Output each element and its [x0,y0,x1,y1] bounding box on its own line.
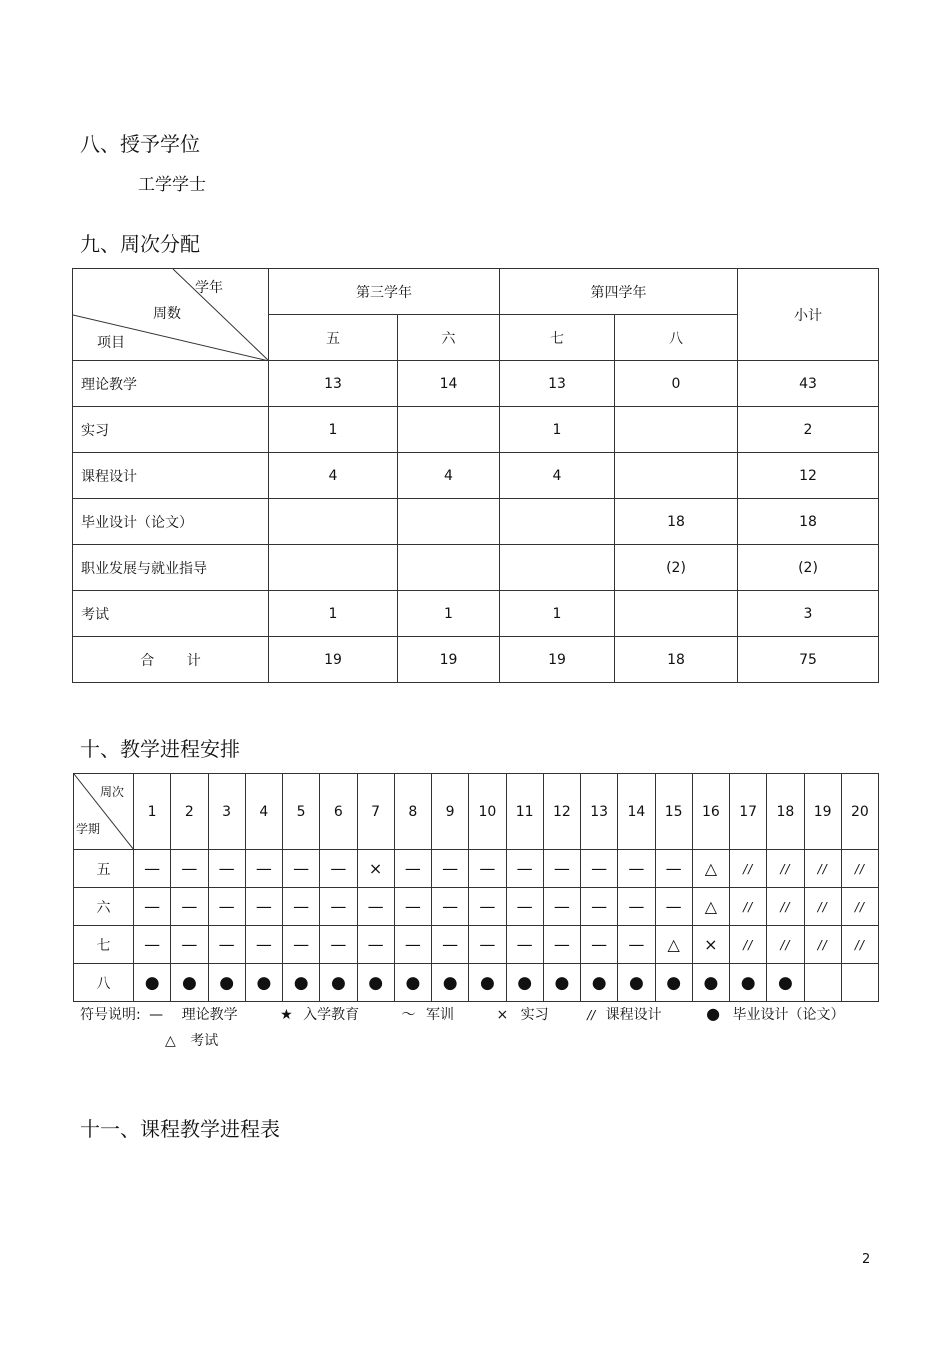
schedule-cell: — [357,926,394,964]
schedule-cell: ● [655,964,692,1002]
schedule-cell: ● [171,964,208,1002]
schedule-cell: — [245,850,282,888]
semester-header: 六 [398,315,500,361]
schedule-cell: ● [134,964,171,1002]
table-cell: 2 [738,407,879,453]
corner-weeks-label: 周数 [153,306,181,322]
table-cell [269,499,398,545]
schedule-cell: — [283,850,320,888]
schedule-cell: ● [394,964,431,1002]
corner-week-label: 周次 [100,785,125,799]
schedule-cell: — [469,850,506,888]
schedule-cell: — [283,926,320,964]
schedule-cell: — [581,926,618,964]
week-header: 20 [841,774,878,850]
week-header: 19 [804,774,841,850]
schedule-cell: × [357,850,394,888]
schedule-cell: ● [506,964,543,1002]
schedule-cell: // [841,888,878,926]
schedule-cell: ● [320,964,357,1002]
schedule-cell: ● [767,964,804,1002]
schedule-cell: ● [618,964,655,1002]
table-row [73,407,879,453]
schedule-cell: — [394,888,431,926]
schedule-cell: — [469,926,506,964]
week-header: 4 [245,774,282,850]
table-cell: 4 [500,453,615,499]
week-allocation-table [72,268,879,683]
week-header: 8 [394,774,431,850]
schedule-cell: — [283,888,320,926]
schedule-row [74,888,879,926]
schedule-cell [841,964,878,1002]
schedule-cell: // [767,888,804,926]
table-cell [398,499,500,545]
term-label: 八 [74,964,134,1002]
schedule-cell: ● [730,964,767,1002]
schedule-cell: — [655,888,692,926]
week-header: 1 [134,774,171,850]
legend-title: 符号说明: [80,1007,141,1023]
table-cell [269,545,398,591]
table-cell: 19 [269,637,398,683]
triangle-icon: △ [165,1033,176,1049]
table-cell [398,407,500,453]
legend-symbol: — [149,1007,164,1023]
week-header: 13 [581,774,618,850]
table-cell [615,407,738,453]
schedule-cell: // [767,850,804,888]
table-cell: 19 [398,637,500,683]
term-label: 七 [74,926,134,964]
schedule-cell: — [506,888,543,926]
schedule-cell: // [730,926,767,964]
table-cell: 1 [500,407,615,453]
schedule-row [74,850,879,888]
schedule-cell: // [804,850,841,888]
week-header: 16 [692,774,729,850]
schedule-cell: — [469,888,506,926]
schedule-row [74,964,879,1002]
schedule-cell: — [171,888,208,926]
schedule-cell: △ [692,888,729,926]
table-row [73,499,879,545]
total-label: 合 计 [73,637,269,683]
week-header: 3 [208,774,245,850]
week-header: 11 [506,774,543,850]
semester-header: 五 [269,315,398,361]
term-label: 六 [74,888,134,926]
table-cell [398,545,500,591]
schedule-cell: // [841,926,878,964]
schedule-cell: △ [655,926,692,964]
schedule-cell: — [581,888,618,926]
schedule-cell: — [357,888,394,926]
section-heading-teaching-schedule: 十、教学进程安排 [80,737,240,761]
schedule-cell: — [543,850,580,888]
table-cell: 1 [398,591,500,637]
legend [80,1004,845,1024]
page-number: 2 [862,1252,871,1267]
table-cell: 18 [738,499,879,545]
table-cell [615,453,738,499]
table-cell: (2) [615,545,738,591]
schedule-cell: — [543,888,580,926]
schedule-cell: — [245,926,282,964]
schedule-cell: — [320,850,357,888]
corner-year-label: 学年 [195,280,223,296]
row-label: 考试 [73,591,269,637]
diagonal-header-cell [73,269,269,361]
diagonal-header-cell [74,774,134,850]
schedule-cell: — [320,926,357,964]
table-cell: 75 [738,637,879,683]
legend-text: 毕业设计（论文） [732,1007,845,1023]
table-cell: 13 [500,361,615,407]
table-cell [500,545,615,591]
row-label: 理论教学 [73,361,269,407]
table-cell: 4 [269,453,398,499]
schedule-cell: — [208,926,245,964]
total-row [73,637,879,683]
table-row [73,591,879,637]
table-cell: 12 [738,453,879,499]
schedule-cell: — [432,850,469,888]
schedule-cell: ● [357,964,394,1002]
tilde-icon: ～ [401,1007,416,1023]
week-header: 10 [469,774,506,850]
table-cell [615,591,738,637]
legend-line-2 [165,1030,218,1050]
schedule-cell: — [134,926,171,964]
subtotal-header: 小计 [738,269,879,361]
schedule-cell: — [245,888,282,926]
schedule-cell: — [171,850,208,888]
table-cell: 19 [500,637,615,683]
section-heading-course-schedule: 十一、课程教学进程表 [80,1117,280,1141]
schedule-cell: ● [543,964,580,1002]
schedule-cell: ● [432,964,469,1002]
table-cell: 0 [615,361,738,407]
year4-header: 第四学年 [500,269,738,315]
row-label: 课程设计 [73,453,269,499]
schedule-cell: — [543,926,580,964]
legend-text: 实习 [520,1007,549,1023]
week-header: 14 [618,774,655,850]
term-label: 五 [74,850,134,888]
schedule-cell: — [655,850,692,888]
schedule-cell: — [506,926,543,964]
week-header: 18 [767,774,804,850]
row-label: 实习 [73,407,269,453]
schedule-cell: — [394,926,431,964]
schedule-cell: ● [581,964,618,1002]
schedule-cell: // [730,888,767,926]
cross-icon: × [496,1007,509,1023]
legend-text: 入学教育 [303,1007,360,1023]
legend-text: 课程设计 [605,1007,662,1023]
table-row [73,545,879,591]
schedule-cell: — [506,850,543,888]
table-cell: 1 [269,407,398,453]
table-cell: 3 [738,591,879,637]
corner-item-label: 项目 [97,335,125,351]
schedule-cell: — [618,926,655,964]
week-header: 9 [432,774,469,850]
week-header: 5 [283,774,320,850]
year3-header: 第三学年 [269,269,500,315]
schedule-row [74,926,879,964]
schedule-cell: — [618,888,655,926]
schedule-cell: — [618,850,655,888]
week-header: 7 [357,774,394,850]
section-heading-degree: 八、授予学位 [80,132,200,156]
schedule-cell: // [841,850,878,888]
table-cell: 1 [269,591,398,637]
semester-header: 七 [500,315,615,361]
schedule-cell: — [134,850,171,888]
schedule-cell: // [804,888,841,926]
schedule-cell: ● [283,964,320,1002]
week-header: 6 [320,774,357,850]
schedule-cell: — [320,888,357,926]
legend-text: 军训 [426,1007,454,1023]
teaching-schedule-table [73,773,879,1002]
schedule-cell: ● [469,964,506,1002]
schedule-cell [804,964,841,1002]
table-cell: (2) [738,545,879,591]
schedule-cell: — [432,888,469,926]
table-cell: 4 [398,453,500,499]
degree-text: 工学学士 [138,175,206,195]
row-label: 职业发展与就业指导 [73,545,269,591]
legend-text: 理论教学 [181,1007,238,1023]
schedule-cell: // [730,850,767,888]
schedule-cell: ● [245,964,282,1002]
schedule-cell: × [692,926,729,964]
table-row [73,453,879,499]
week-header: 2 [171,774,208,850]
week-header: 12 [543,774,580,850]
table-cell: 13 [269,361,398,407]
schedule-cell: △ [692,850,729,888]
table-row [73,361,879,407]
table-cell: 1 [500,591,615,637]
legend-text: 考试 [190,1033,219,1049]
section-heading-week-allocation: 九、周次分配 [80,232,200,256]
semester-header: 八 [615,315,738,361]
schedule-cell: — [208,888,245,926]
schedule-cell: — [394,850,431,888]
schedule-cell: // [767,926,804,964]
table-cell [500,499,615,545]
week-header: 15 [655,774,692,850]
schedule-cell: — [432,926,469,964]
week-header: 17 [730,774,767,850]
schedule-cell: — [134,888,171,926]
schedule-cell: ● [692,964,729,1002]
table-cell: 43 [738,361,879,407]
table-cell: 18 [615,637,738,683]
schedule-cell: — [208,850,245,888]
row-label: 毕业设计（论文） [73,499,269,545]
schedule-cell: — [171,926,208,964]
corner-term-label: 学期 [76,822,101,836]
star-icon: ★ [280,1007,293,1023]
double-slash-icon: // [587,1008,596,1022]
table-cell: 14 [398,361,500,407]
schedule-cell: — [581,850,618,888]
schedule-cell: ● [208,964,245,1002]
filled-circle-icon: ● [706,1004,721,1023]
table-cell: 18 [615,499,738,545]
schedule-cell: // [804,926,841,964]
